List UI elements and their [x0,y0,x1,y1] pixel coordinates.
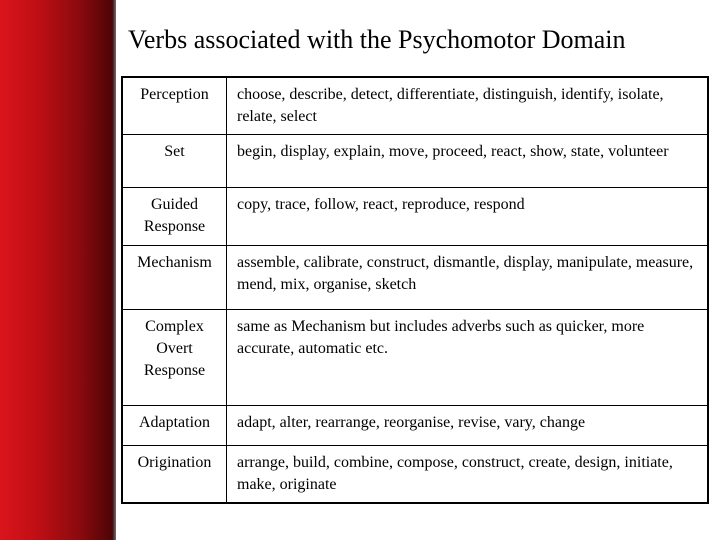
level-cell-guided-response: Guided Response [122,188,227,246]
level-cell-mechanism: Mechanism [122,246,227,310]
decorative-side-bar [0,0,114,540]
verbs-cell-complex-overt-response: same as Mechanism but includes adverbs such as quicker, more accurate, automatic etc. [227,310,709,406]
table-row [122,188,708,246]
table-row [122,135,708,188]
table-row [122,310,708,406]
side-bar-edge [112,0,116,540]
table-row [122,446,708,504]
table-row [122,246,708,310]
verbs-cell-mechanism: assemble, calibrate, construct, dismantle, display, manipulate, measure, mend, mix, organise, sketch [227,246,709,310]
verbs-cell-origination: arrange, build, combine, compose, construct, create, design, initiate, make, originate [227,446,709,504]
table-row [122,77,708,135]
verbs-cell-adaptation: adapt, alter, rearrange, reorganise, revise, vary, change [227,406,709,446]
psychomotor-verbs-table [121,76,709,504]
level-cell-origination: Origination [122,446,227,504]
level-cell-perception: Perception [122,77,227,135]
slide-title: Verbs associated with the Psychomotor Domain [128,25,626,54]
verbs-cell-set: begin, display, explain, move, proceed, react, show, state, volunteer [227,135,709,188]
level-cell-adaptation: Adaptation [122,406,227,446]
table-row [122,406,708,446]
verbs-cell-perception: choose, describe, detect, differentiate, distinguish, identify, isolate, relate, select [227,77,709,135]
level-cell-complex-overt-response: Complex Overt Response [122,310,227,406]
verbs-cell-guided-response: copy, trace, follow, react, reproduce, respond [227,188,709,246]
level-cell-set: Set [122,135,227,188]
